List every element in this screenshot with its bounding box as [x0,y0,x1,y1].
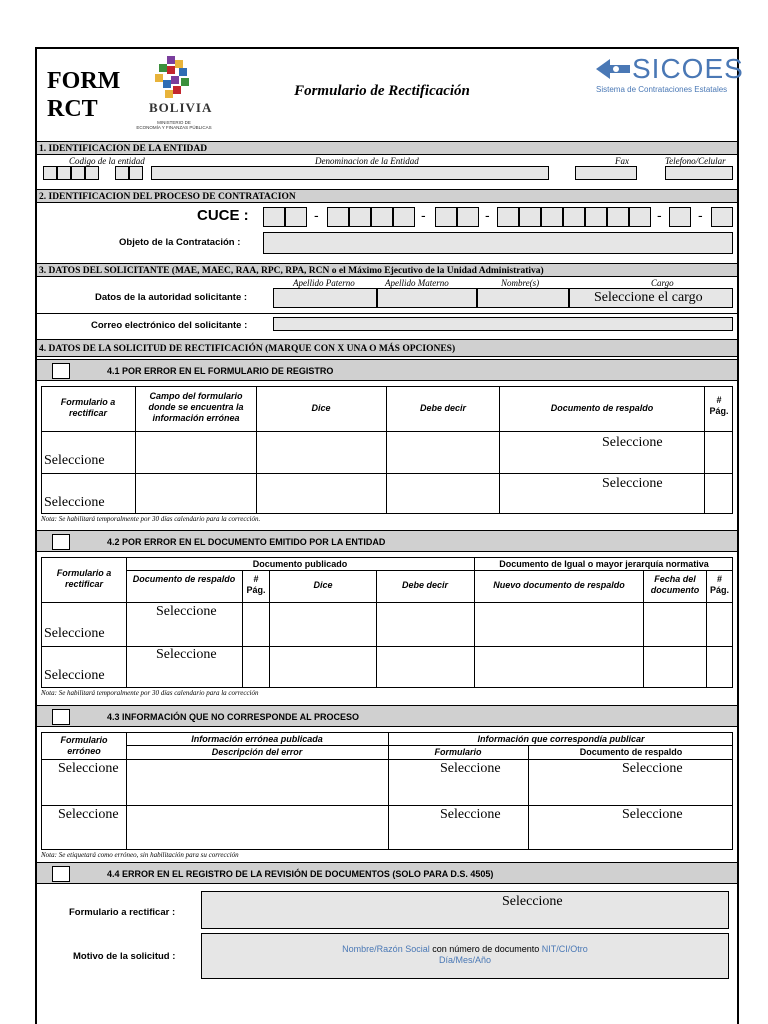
telefono-label: Telefono/Celular [665,156,726,166]
section-4-1-bar [37,359,737,381]
documento-select-row-2[interactable]: Seleccione [602,476,663,491]
col-formulario: Formulario a rectificar [60,397,116,418]
col-dice: Dice [311,403,331,413]
fax-label: Fax [615,156,629,166]
motivo-nit: NIT/CI/Otro [541,944,588,954]
section-3-title: 3. DATOS DEL SOLICITANTE (MAE, MAEC, RAA, RPC, RPA, RCN o el Máximo Ejecutivo de la Unidad Administrativa) [37,263,737,277]
formulario-select-row-2[interactable]: Seleccione [58,807,119,822]
group-jerarquia: Documento de Igual o mayor jerarquía normativa [499,559,709,569]
objeto-label: Objeto de la Contratación : [119,237,241,248]
cuce-field-5[interactable] [371,207,393,227]
sicoes-subtitle: Sistema de Contrataciones Estatales [596,85,728,94]
cuce-field-14[interactable] [607,207,629,227]
bolivia-logo [129,54,219,136]
col-debe-decir: Debe decir [401,580,449,590]
codigo-field-2[interactable] [57,166,71,180]
note-4-1: Nota: Se habilitará temporalmente por 30 días calendario para la corrección. [41,515,261,523]
col-line [474,558,475,687]
col-fecha: Fecha del documento [650,574,700,595]
col-documento: Documento de respaldo [579,747,683,757]
cuce-dash-2: - [421,207,426,223]
cuce-field-4[interactable] [349,207,371,227]
col-line [528,745,529,849]
formulario-select-row-2[interactable]: Seleccione [44,668,105,683]
correo-field[interactable] [273,317,733,331]
cuce-field-8[interactable] [457,207,479,227]
cuce-dash-1: - [314,207,319,223]
table-4-2-header-line [42,602,732,603]
codigo-field-5[interactable] [115,166,129,180]
motivo-text [202,944,728,966]
section-4-1-checkbox[interactable] [52,363,70,379]
table-4-3 [41,732,733,850]
col-dice: Dice [313,580,333,590]
cuce-field-11[interactable] [541,207,563,227]
section-4-2-bar [37,530,737,552]
codigo-field-4[interactable] [85,166,99,180]
table-4-2 [41,557,733,688]
table-4-1-header-line [42,431,732,432]
section-1-title: 1. IDENTIFICACION DE LA ENTIDAD [37,141,737,155]
codigo-field-1[interactable] [43,166,57,180]
cuce-dash-4: - [657,207,662,223]
section-4-1-title: 4.1 POR ERROR EN EL FORMULARIO DE REGISTRO [107,366,334,376]
col-line [135,387,136,513]
cuce-field-10[interactable] [519,207,541,227]
cuce-dash-3: - [485,207,490,223]
formulario-select-row-2[interactable]: Seleccione [44,495,105,510]
motivo-field[interactable] [201,933,729,979]
form-code [47,67,120,123]
col-debe-decir: Debe decir [419,403,467,413]
formulario-corr-select-row-2[interactable]: Seleccione [440,807,501,822]
col-documento: Documento de respaldo [132,574,236,584]
cargo-select[interactable] [569,288,733,308]
datos-autoridad-label: Datos de la autoridad solicitante : [95,292,248,303]
cuce-field-13[interactable] [585,207,607,227]
col-line [499,387,500,513]
motivo-nombre: Nombre/Razón Social [342,944,430,954]
cuce-field-2[interactable] [285,207,307,227]
ministry-line1: MINISTERIO DE [157,120,191,125]
codigo-label: Codigo de la entidad [69,156,145,166]
table-4-1-row-line [42,473,732,474]
col-formulario-corr: Formulario [434,747,482,757]
section-4-3-bar [37,705,737,727]
objeto-field[interactable] [263,232,733,254]
cuce-field-12[interactable] [563,207,585,227]
section-4-4-bar [37,862,737,884]
section-4-title: 4. DATOS DE LA SOLICITUD DE RECTIFICACIÓN (MARQUE CON X UNA O MÁS OPCIONES) [37,339,737,357]
section-2-title: 2. IDENTIFICACION DEL PROCESO DE CONTRATACION [37,189,737,203]
table-4-3-header-line [42,759,732,760]
cuce-field-16[interactable] [669,207,691,227]
group-line [126,745,732,746]
form-header [37,49,744,143]
divider [37,313,737,314]
col-pag: # Pág. [709,395,729,416]
group-publicado: Documento publicado [252,559,348,569]
note-4-2: Nota: Se habilitará temporalmente por 30 días calendario para la corrección [41,689,259,697]
motivo-label: Motivo de la solicitud : [73,951,176,962]
form-code-line1: FORM [47,68,121,94]
col-line [643,570,644,687]
form-code-line2: RCT [47,96,98,122]
sicoes-logo [592,53,744,103]
section-4-4-title: 4.4 ERROR EN EL REGISTRO DE LA REVISIÓN DE DOCUMENTOS (SOLO PARA D.S. 4505) [107,869,494,879]
sicoes-word: SICOES [632,53,744,84]
cuce-dash-5: - [698,207,703,223]
col-campo: Campo del formulario donde se encuentra la información errónea [148,391,244,423]
col-documento: Documento de respaldo [550,403,654,413]
section-4-2-title: 4.2 POR ERROR EN EL DOCUMENTO EMITIDO POR LA ENTIDAD [107,537,386,547]
documento-select-row-1[interactable]: Seleccione [156,604,217,619]
col-line [704,387,705,513]
col-line [269,570,270,687]
cuce-field-1[interactable] [263,207,285,227]
table-4-2-row-line [42,646,732,647]
col-line [256,387,257,513]
cargo-label: Cargo [651,278,674,288]
documento-select-row-2[interactable]: Seleccione [622,807,683,822]
form-page [35,47,744,1024]
cuce-field-15[interactable] [629,207,651,227]
cuce-field-3[interactable] [327,207,349,227]
fax-field[interactable] [575,166,637,180]
col-line [126,733,127,849]
motivo-fecha: Día/Mes/Año [438,955,492,965]
formulario-select-row-1[interactable]: Seleccione [44,453,105,468]
formulario-rectificar-select[interactable] [201,891,729,929]
col-formulario: Formulario erróneo [60,735,108,756]
motivo-con: con número de documento [429,944,542,954]
section-4-2-checkbox[interactable] [52,534,70,550]
cuce-label: CUCE : [197,207,249,224]
documento-select-row-1[interactable]: Seleccione [622,761,683,776]
cuce-field-17[interactable] [711,207,733,227]
formulario-select-row-1[interactable]: Seleccione [44,626,105,641]
nombres-label: Nombre(s) [501,278,540,288]
col-line [376,570,377,687]
col-pag: # Pág. [246,574,266,595]
table-4-1 [41,386,733,514]
col-pag-2: # Pág. [709,574,729,595]
bolivia-emblem-icon [129,54,219,104]
denominacion-field[interactable] [151,166,549,180]
cuce-field-6[interactable] [393,207,415,227]
col-line [126,558,127,687]
ministry-text [129,120,219,130]
formulario-corr-select-row-1[interactable]: Seleccione [440,761,501,776]
group-erronea: Información errónea publicada [191,734,323,744]
note-4-3: Nota: Se etiquetará como erróneo, sin habilitación para su corrección [41,851,239,859]
codigo-field-3[interactable] [71,166,85,180]
col-nuevo-documento: Nuevo documento de respaldo [493,580,625,590]
ministry-line2: ECONOMÍA Y FINANZAS PÚBLICAS [136,125,212,130]
formulario-rectificar-label: Formulario a rectificar : [69,907,176,918]
cuce-field-9[interactable] [497,207,519,227]
nombres-field[interactable] [477,288,569,308]
formulario-rectificar-value: Seleccione [502,894,563,909]
documento-select-row-1[interactable]: Seleccione [602,435,663,450]
bolivia-logo-text: BOLIVIA [149,100,213,115]
col-descripcion: Descripción del error [211,747,303,757]
section-4-3-checkbox[interactable] [52,709,70,725]
col-line [386,387,387,513]
codigo-field-6[interactable] [129,166,143,180]
col-formulario: Formulario a rectificar [56,568,112,589]
apellido-paterno-field[interactable] [273,288,377,308]
cuce-field-7[interactable] [435,207,457,227]
form-title: Formulario de Rectificación [294,83,470,99]
table-4-3-row-line [42,805,732,806]
cargo-select-value: Seleccione el cargo [594,290,703,305]
apellido-materno-label: Apellido Materno [385,278,449,288]
apellido-materno-field[interactable] [377,288,477,308]
documento-select-row-2[interactable]: Seleccione [156,647,217,662]
section-4-3-title: 4.3 INFORMACIÓN QUE NO CORRESPONDE AL PROCESO [107,712,360,722]
group-corresponde: Información que correspondía publicar [477,734,645,744]
apellido-paterno-label: Apellido Paterno [293,278,355,288]
col-line [388,733,389,849]
section-4-4-checkbox[interactable] [52,866,70,882]
formulario-select-row-1[interactable]: Seleccione [58,761,119,776]
denominacion-label: Denominacion de la Entidad [315,156,419,166]
sicoes-arrow-icon [594,57,632,81]
telefono-field[interactable] [665,166,733,180]
correo-label: Correo electrónico del solicitante : [91,320,248,331]
group-line [126,570,732,571]
